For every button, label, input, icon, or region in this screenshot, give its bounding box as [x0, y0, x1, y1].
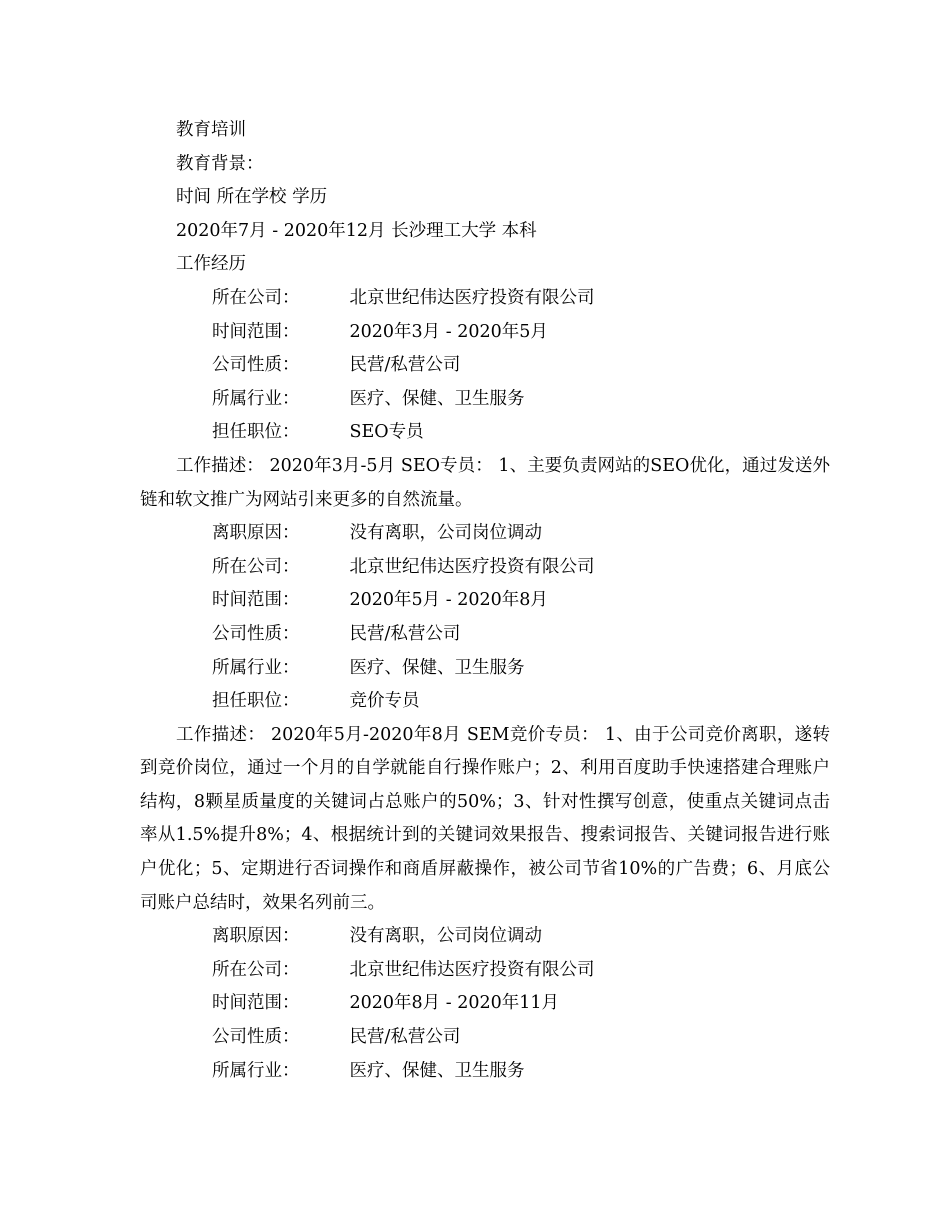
field-label: 公司性质： — [212, 623, 300, 644]
job-industry-row — [140, 383, 830, 417]
job-description: 工作描述： 2020年3月-5月 SEO专员： 1、主要负责网站的SEO优化，通过发送外链和软文推广为网站引来更多的自然流量。 — [140, 455, 830, 510]
company-name: 北京世纪伟达医疗投资有限公司 — [349, 287, 595, 308]
job-period: 2020年8月 - 2020年11月 — [349, 993, 560, 1014]
field-label: 所属行业： — [212, 388, 300, 409]
job-position: 竞价专员 — [349, 691, 420, 712]
job-period: 2020年5月 - 2020年8月 — [349, 590, 548, 611]
job-position: SEO专员 — [349, 422, 424, 443]
job-industry-row — [140, 1055, 830, 1089]
field-label: 所属行业： — [212, 1060, 300, 1081]
job-leave-row — [140, 517, 830, 551]
education-background-label: 教育背景： — [176, 153, 264, 174]
job-description: 工作描述： 2020年5月-2020年8月 SEM竞价专员： 1、由于公司竞价离职，遂转到竞价岗位，通过一个月的自学就能自行操作账户；2、利用百度助手快速搭建合理账户结构，8颗星质量度的关键词占总账户的50%；3、针对性撰写创意，使重点关键词点击率从1.5%提升8%；4、根据统计到的关键词效果报告、搜索词报告、关键词报告进行账户优化；5、定期进行否词操作和商盾屏蔽操作，被公司节省10%的广告费；6、月底公司账户总结时，效果名列前三。 — [140, 724, 830, 913]
job-company-row — [140, 954, 830, 988]
job-period-row — [140, 987, 830, 1021]
job-nature-row — [140, 618, 830, 652]
company-industry: 医疗、保健、卫生服务 — [349, 388, 525, 409]
job-company-row — [140, 282, 830, 316]
job-leave-row — [140, 920, 830, 954]
company-nature: 民营/私营公司 — [349, 1027, 461, 1048]
leave-reason: 没有离职，公司岗位调动 — [349, 523, 542, 544]
leave-reason: 没有离职，公司岗位调动 — [349, 926, 542, 947]
field-label: 担任职位： — [212, 422, 300, 443]
field-label: 离职原因： — [212, 926, 300, 947]
company-nature: 民营/私营公司 — [349, 623, 461, 644]
field-label: 担任职位： — [212, 691, 300, 712]
company-name: 北京世纪伟达医疗投资有限公司 — [349, 959, 595, 980]
job-period: 2020年3月 - 2020年5月 — [349, 321, 548, 342]
job-nature-row — [140, 1021, 830, 1055]
job-industry-row — [140, 652, 830, 686]
field-label: 离职原因： — [212, 523, 300, 544]
field-label: 公司性质： — [212, 355, 300, 376]
field-label: 公司性质： — [212, 1027, 300, 1048]
education-table-header: 时间 所在学校 学历 — [176, 187, 328, 208]
company-name: 北京世纪伟达医疗投资有限公司 — [349, 556, 595, 577]
job-nature-row — [140, 349, 830, 383]
field-label: 所在公司： — [212, 287, 300, 308]
section-heading-education: 教育培训 — [176, 120, 246, 140]
job-position-row — [140, 416, 830, 450]
section-heading-work: 工作经历 — [176, 254, 246, 275]
company-nature: 民营/私营公司 — [349, 355, 461, 376]
field-label: 所属行业： — [212, 657, 300, 678]
field-label: 时间范围： — [212, 321, 300, 342]
field-label: 时间范围： — [212, 590, 300, 611]
education-row: 2020年7月 - 2020年12月 长沙理工大学 本科 — [176, 220, 537, 241]
job-position-row — [140, 685, 830, 719]
job-period-row — [140, 316, 830, 350]
company-industry: 医疗、保健、卫生服务 — [349, 657, 525, 678]
field-label: 所在公司： — [212, 959, 300, 980]
resume-content — [140, 114, 830, 1088]
job-period-row — [140, 584, 830, 618]
field-label: 所在公司： — [212, 556, 300, 577]
job-company-row — [140, 551, 830, 585]
company-industry: 医疗、保健、卫生服务 — [349, 1060, 525, 1081]
field-label: 时间范围： — [212, 993, 300, 1014]
